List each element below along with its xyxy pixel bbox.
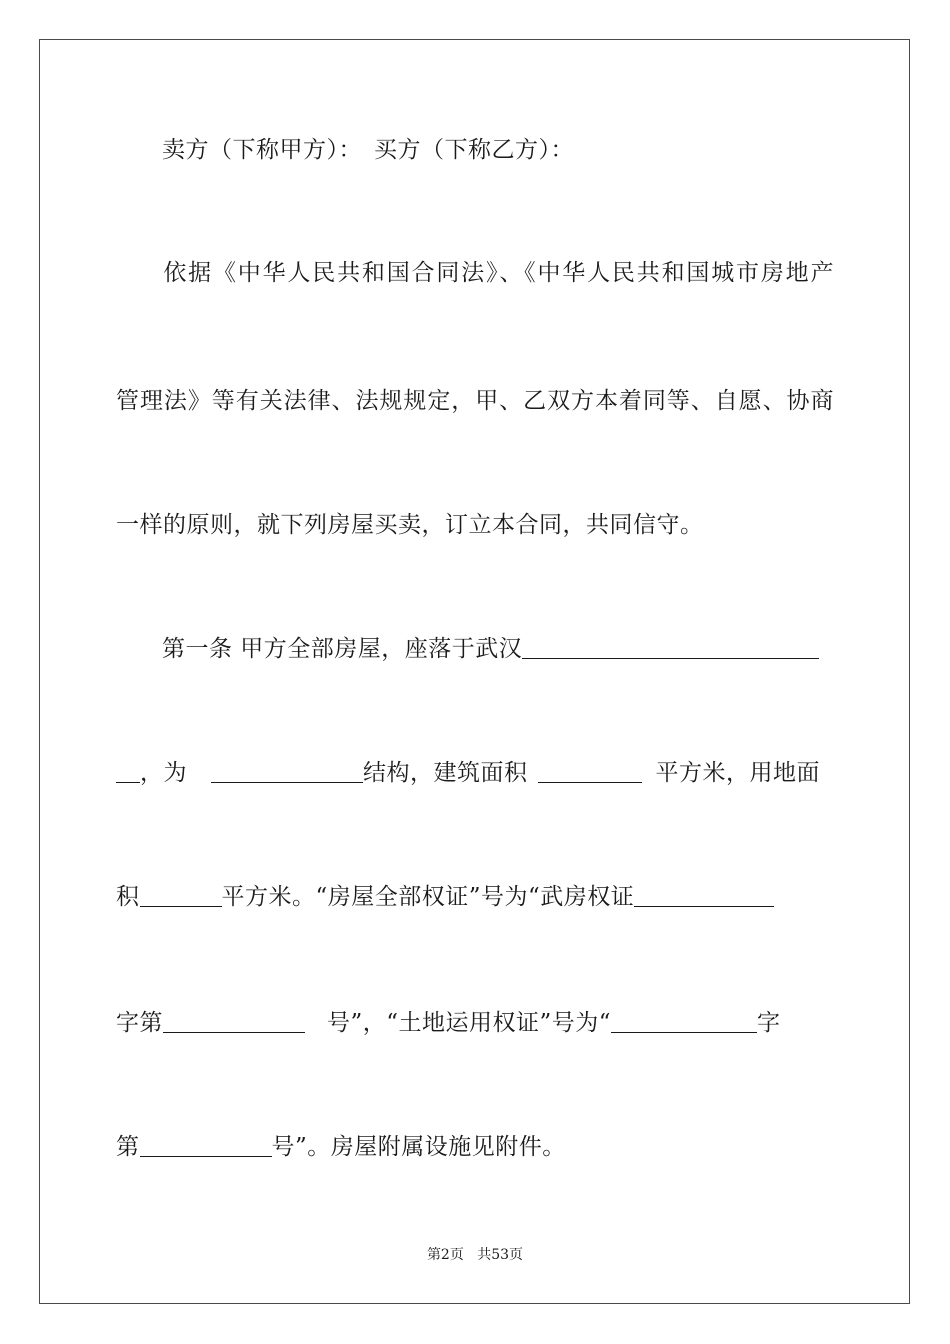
house-cert-number-blank[interactable] bbox=[163, 1010, 305, 1033]
basis-text-2: 管理法》等有关法律、法规规定，甲、乙双方本着同等、自愿、协商 bbox=[116, 388, 834, 414]
article1-text-1: 第一条 甲方全部房屋，座落于武汉 bbox=[162, 636, 523, 662]
article1-line-1 bbox=[116, 634, 834, 664]
article1-text-4a: 字第 bbox=[116, 1010, 163, 1036]
location-blank[interactable] bbox=[522, 636, 819, 659]
land-cert-prefix-blank[interactable] bbox=[611, 1010, 757, 1033]
basis-line-1 bbox=[116, 258, 834, 288]
land-cert-number-blank[interactable] bbox=[140, 1134, 272, 1157]
page-number: 第2页 bbox=[426, 1247, 464, 1263]
house-cert-prefix-blank[interactable] bbox=[634, 884, 774, 907]
article1-text-2a: ，为 bbox=[140, 760, 187, 786]
article1-text-5a: 第 bbox=[116, 1134, 140, 1160]
basis-text-1: 依据《中华人民共和国合同法》、《中华人民共和国城市房地产 bbox=[162, 260, 834, 286]
basis-text-3: 一样的原则，就下列房屋买卖，订立本合同，共同信守。 bbox=[116, 512, 704, 538]
total-pages: 共53页 bbox=[477, 1247, 524, 1263]
structure-blank[interactable] bbox=[211, 760, 363, 783]
land-area-blank[interactable] bbox=[140, 884, 222, 907]
page-footer bbox=[0, 1245, 950, 1265]
location-blank-cont[interactable] bbox=[116, 760, 140, 783]
parties-line bbox=[116, 135, 834, 165]
basis-line-2 bbox=[116, 386, 834, 416]
seller-label: 卖方（下称甲方）： bbox=[162, 137, 362, 163]
article1-text-4b: 号”，“土地运用权证”号为“ bbox=[327, 1010, 612, 1036]
article1-text-2c: 平方米，用地面 bbox=[655, 760, 820, 786]
article1-line-4 bbox=[116, 1008, 834, 1038]
article1-text-2b: 结构，建筑面积 bbox=[363, 760, 528, 786]
page-frame bbox=[39, 39, 910, 1304]
article1-text-3b: 平方米。“房屋全部权证”号为“武房权证 bbox=[221, 884, 635, 910]
article1-text-3a: 积 bbox=[116, 884, 140, 910]
basis-line-3 bbox=[116, 510, 834, 540]
article1-text-5b: 号”。房屋附属设施见附件。 bbox=[271, 1134, 566, 1160]
article1-text-4c: 字 bbox=[757, 1010, 781, 1036]
building-area-blank[interactable] bbox=[538, 760, 642, 783]
article1-line-5 bbox=[116, 1132, 834, 1162]
article1-line-2 bbox=[116, 758, 834, 788]
article1-line-3 bbox=[116, 882, 834, 912]
buyer-label: 买方（下称乙方）： bbox=[374, 137, 574, 163]
